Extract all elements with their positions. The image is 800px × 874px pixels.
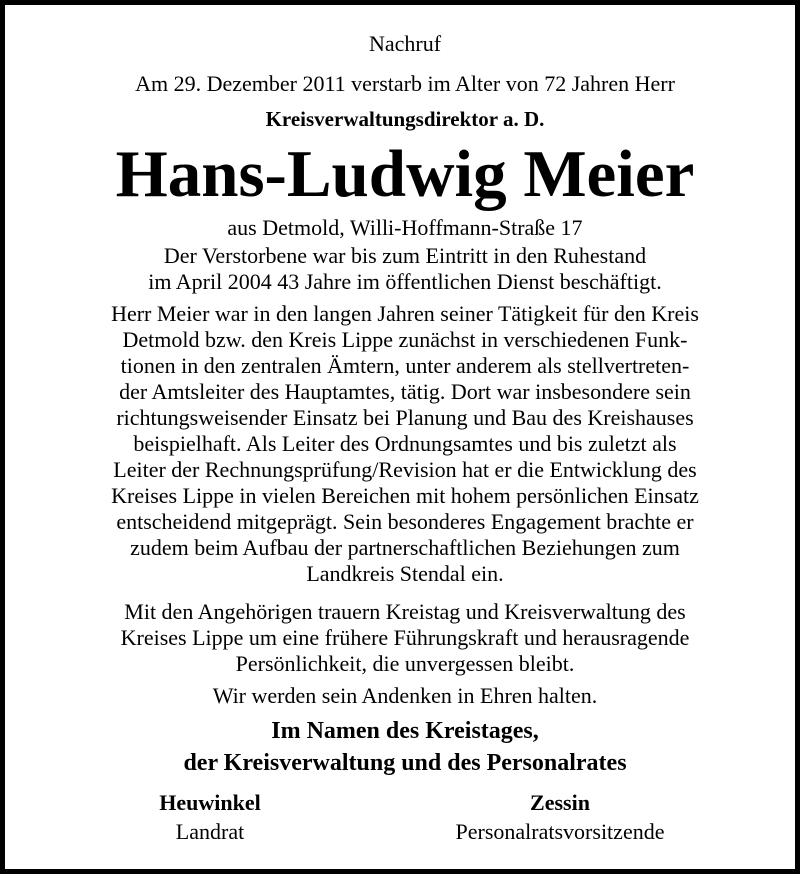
signature-left-name: Heuwinkel: [159, 790, 261, 815]
career-paragraph-line: richtungsweisender Einsatz bei Planung und Bau des Kreishauses: [116, 405, 694, 430]
mourning-paragraph-line: Mit den Angehörigen trauern Kreistag und Kreisverwaltung des: [124, 599, 686, 624]
service-paragraph-line: im April 2004 43 Jahre im öffentlichen Dienst beschäftigt.: [148, 269, 662, 294]
career-paragraph-line: Leiter der Rechnungsprüfung/Revision hat er die Entwicklung des: [113, 457, 697, 482]
career-paragraph-line: entscheidend mitgeprägt. Sein besonderes Engagement brachte er: [116, 509, 694, 534]
deceased-title: Kreisverwaltungsdirektor a. D.: [265, 107, 545, 131]
career-paragraph-line: zudem beim Aufbau der partnerschaftlichen Beziehungen zum: [130, 535, 680, 560]
council-line: Im Namen des Kreistages,: [271, 718, 539, 744]
deceased-address: aus Detmold, Willi-Hoffmann-Straße 17: [227, 215, 583, 240]
signature-left-role: Landrat: [175, 819, 245, 844]
closing-line: Wir werden sein Andenken in Ehren halten.: [212, 683, 598, 708]
signature-right-name: Zessin: [530, 790, 590, 815]
career-paragraph-line: tionen in den zentralen Ämtern, unter anderem als stellvertreten-: [120, 353, 690, 378]
mourning-paragraph-line: Kreises Lippe um eine frühere Führungskraft und herausragende: [120, 625, 690, 650]
deceased-name: Hans-Ludwig Meier: [115, 137, 695, 211]
notice-heading: Nachruf: [368, 31, 442, 56]
council-line: der Kreisverwaltung und des Personalrates: [183, 750, 627, 776]
signature-right-role: Personalratsvorsitzende: [455, 819, 665, 844]
career-paragraph-line: Detmold bzw. den Kreis Lippe zunächst in verschiedenen Funk-: [122, 327, 688, 352]
career-paragraph-line: Landkreis Stendal ein.: [306, 561, 504, 586]
career-paragraph-line: beispielhaft. Als Leiter des Ordnungsamtes und bis zuletzt als: [133, 431, 677, 456]
notice-intro: Am 29. Dezember 2011 verstarb im Alter von 72 Jahren Herr: [135, 71, 675, 96]
service-paragraph-line: Der Verstorbene war bis zum Eintritt in den Ruhestand: [163, 243, 647, 268]
mourning-paragraph-line: Persönlichkeit, die unvergessen bleibt.: [235, 651, 575, 676]
career-paragraph-line: Herr Meier war in den langen Jahren seiner Tätigkeit für den Kreis: [111, 301, 699, 326]
career-paragraph-line: Kreises Lippe in vielen Bereichen mit hohem persönlichen Einsatz: [111, 483, 699, 508]
career-paragraph-line: der Amtsleiter des Hauptamtes, tätig. Dort war insbesondere sein: [119, 379, 691, 404]
